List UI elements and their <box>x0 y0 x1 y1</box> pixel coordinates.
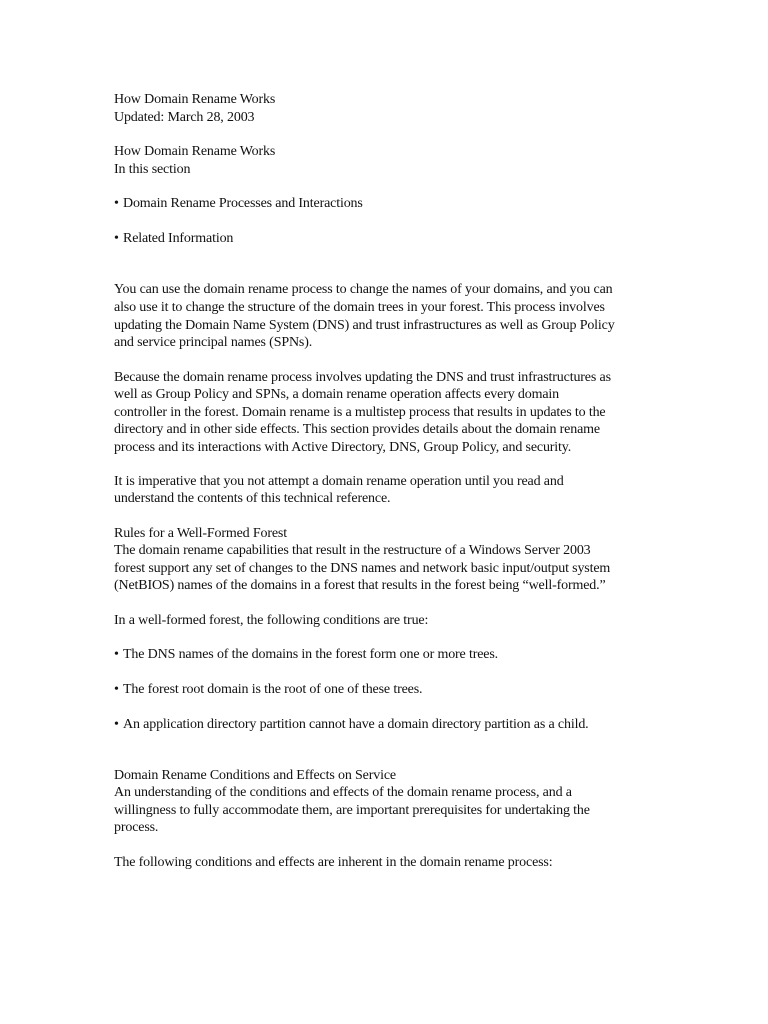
conditions-paragraph-line-3: process. <box>114 820 159 835</box>
list-item-text: An application directory partition cannot have a domain directory partition as a child. <box>123 717 589 732</box>
list-item <box>114 716 589 734</box>
section-link-label: Related Information <box>123 231 234 246</box>
bullet-icon: • <box>114 231 119 246</box>
document-title: How Domain Rename Works <box>114 92 276 107</box>
updated-date: Updated: March 28, 2003 <box>114 110 255 125</box>
body-paragraph-3-line-2: understand the contents of this technical reference. <box>114 491 391 506</box>
bullet-icon: • <box>114 682 119 697</box>
well-formed-intro: In a well-formed forest, the following conditions are true: <box>114 613 429 628</box>
list-item-text: The forest root domain is the root of one of these trees. <box>123 682 423 697</box>
well-formed-paragraph-line-2: forest support any set of changes to the DNS names and network basic input/output system <box>114 561 611 576</box>
body-paragraph-2-line-4: directory and in other side effects. This section provides details about the domain rename <box>114 422 600 437</box>
list-item-text: The DNS names of the domains in the forest form one or more trees. <box>123 647 498 662</box>
list-item <box>114 646 498 664</box>
body-paragraph-1-line-4: and service principal names (SPNs). <box>114 335 313 350</box>
body-paragraph-2-line-1: Because the domain rename process involves updating the DNS and trust infrastructures as <box>114 370 611 385</box>
list-item <box>114 681 422 699</box>
body-paragraph-1-line-2: also use it to change the structure of the domain trees in your forest. This process involves <box>114 300 605 315</box>
well-formed-heading: Rules for a Well-Formed Forest <box>114 526 287 541</box>
section-title: How Domain Rename Works <box>114 144 276 159</box>
bullet-icon: • <box>114 647 119 662</box>
bullet-icon: • <box>114 196 119 211</box>
body-paragraph-3-line-1: It is imperative that you not attempt a domain rename operation until you read and <box>114 474 564 489</box>
body-paragraph-2-line-3: controller in the forest. Domain rename is a multistep process that results in updates to the <box>114 405 606 420</box>
body-paragraph-2-line-2: well as Group Policy and SPNs, a domain rename operation affects every domain <box>114 387 560 402</box>
well-formed-paragraph-line-1: The domain rename capabilities that result in the restructure of a Windows Server 2003 <box>114 543 591 558</box>
section-link-related-info[interactable] <box>114 230 233 248</box>
well-formed-paragraph-line-3: (NetBIOS) names of the domains in a forest that results in the forest being “well-formed.” <box>114 578 606 593</box>
body-paragraph-2-line-5: process and its interactions with Active Directory, DNS, Group Policy, and security. <box>114 440 572 455</box>
conditions-paragraph-2: The following conditions and effects are inherent in the domain rename process: <box>114 855 553 870</box>
conditions-paragraph-line-1: An understanding of the conditions and effects of the domain rename process, and a <box>114 785 572 800</box>
conditions-paragraph-line-2: willingness to fully accommodate them, are important prerequisites for undertaking the <box>114 803 590 818</box>
section-link-processes[interactable] <box>114 195 363 213</box>
bullet-icon: • <box>114 717 119 732</box>
body-paragraph-1-line-1: You can use the domain rename process to change the names of your domains, and you can <box>114 282 613 297</box>
in-this-section-label: In this section <box>114 162 191 177</box>
section-link-label: Domain Rename Processes and Interactions <box>123 196 363 211</box>
body-paragraph-1-line-3: updating the Domain Name System (DNS) and trust infrastructures as well as Group Policy <box>114 318 615 333</box>
conditions-heading: Domain Rename Conditions and Effects on Service <box>114 768 396 783</box>
